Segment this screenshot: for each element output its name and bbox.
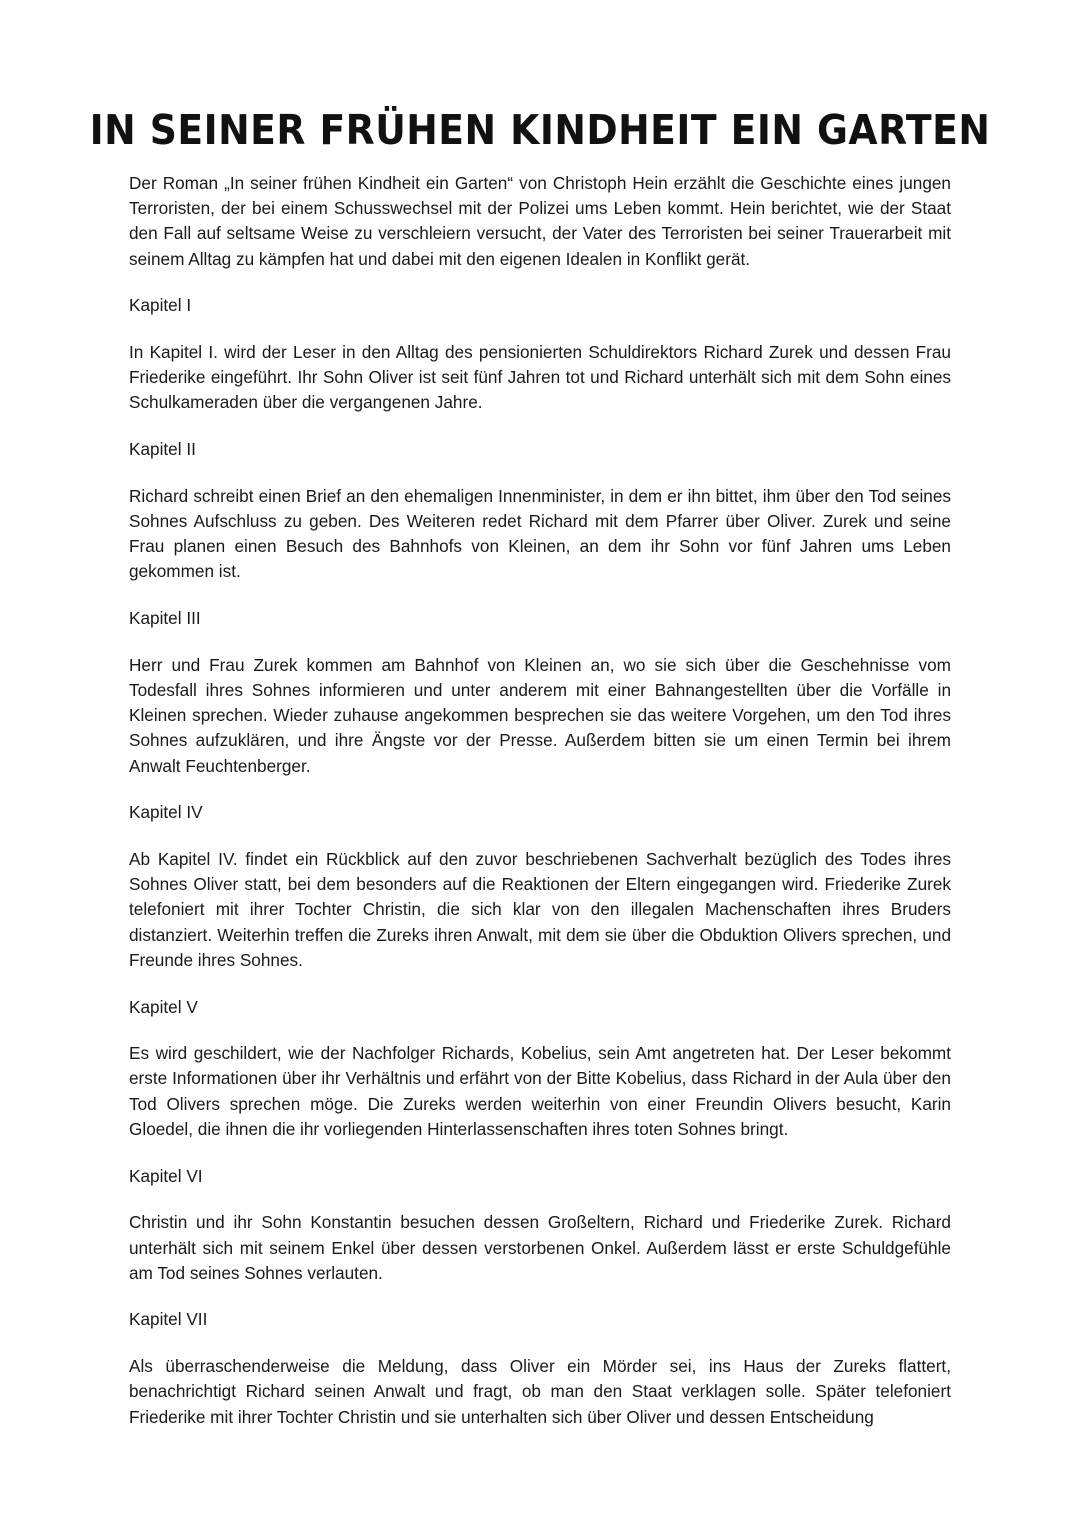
chapter-paragraph: Herr und Frau Zurek kommen am Bahnhof von Kleinen an, wo sie sich über die Geschehnisse vom Todesfall ihres Sohnes informieren und unter anderem mit einer Bahnangestellten über die Vorfälle in Kleinen sprechen. Wieder zuhause angekommen besprechen sie das weitere Vorgehen, um den Tod ihres Sohnes aufzuklären, und ihre Ängste vor der Presse. Außerdem bitten sie um einen Termin bei ihrem Anwalt Feuchtenberger. (129, 654, 951, 776)
chapter-paragraph: Ab Kapitel IV. findet ein Rückblick auf den zuvor beschriebenen Sachverhalt bezüglich des Todes ihres Sohnes Oliver statt, bei dem besonders auf die Reaktionen der Eltern eingegangen wird. Friederike Zurek telefoniert mit ihrer Tochter Christin, die sich klar von den illegalen Machenschaften ihres Bruders distanziert. Weiterhin treffen die Zureks ihren Anwalt, mit dem sie über die Obduktion Olivers sprechen, und Freunde ihres Sohnes. (129, 849, 951, 970)
document-body (129, 171, 951, 1451)
chapter-paragraph: Als überraschenderweise die Meldung, dass Oliver ein Mörder sei, ins Haus der Zureks flattert, benachrichtigt Richard seinen Anwalt und fragt, ob man den Staat verklagen solle. Später telefoniert Friederike mit ihrer Tochter Christin und sie unterhalten sich über Oliver und dessen Entscheidung (129, 1356, 951, 1427)
chapter-heading: Kapitel I (129, 295, 192, 316)
intro-paragraph: Der Roman „In seiner frühen Kindheit ein Garten“ von Christoph Hein erzählt die Geschichte eines jungen Terroristen, der bei einem Schusswechsel mit der Polizei ums Leben kommt. Hein berichtet, wie der Staat den Fall auf seltsame Weise zu verschleiern versucht, der Vater des Terroristen bei seiner Trauerarbeit mit seinem Alltag zu kämpfen hat und dabei mit den eigenen Idealen in Konflikt gerät. (129, 173, 951, 269)
chapter-heading: Kapitel VII (129, 1309, 208, 1330)
chapter-heading: Kapitel V (129, 996, 198, 1017)
chapter-paragraph: In Kapitel I. wird der Leser in den Alltag des pensionierten Schuldirektors Richard Zurek und dessen Frau Friederike eingeführt. Ihr Sohn Oliver ist seit fünf Jahren tot und Richard unterhält sich mit dem Sohn eines Schulkameraden über die vergangenen Jahre. (129, 342, 951, 413)
chapter-paragraph: Christin und ihr Sohn Konstantin besuchen dessen Großeltern, Richard und Friederike Zurek. Richard unterhält sich mit seinem Enkel über dessen verstorbenen Onkel. Außerdem lässt er erste Schuldgefühle am Tod seines Sohnes verlauten. (129, 1212, 951, 1283)
chapter-paragraph: Richard schreibt einen Brief an den ehemaligen Innenminister, in dem er ihn bittet, ihm über den Tod seines Sohnes Aufschluss zu geben. Des Weiteren redet Richard mit dem Pfarrer über Oliver. Zurek und seine Frau planen einen Besuch des Bahnhofs von Kleinen, an dem ihr Sohn vor fünf Jahren ums Leben gekommen ist. (129, 485, 951, 582)
chapter-heading: Kapitel IV (129, 802, 203, 823)
chapter-paragraph: Es wird geschildert, wie der Nachfolger Richards, Kobelius, sein Amt angetreten hat. Der Leser bekommt erste Informationen über ihr Verhältnis und erfährt von der Bitte Kobelius, dass Richard in der Aula über den Tod Olivers sprechen möge. Die Zureks werden weiterhin von einer Freundin Olivers besucht, Karin Gloedel, die ihnen die ihr vorliegenden Hinterlassenschaften ihres toten Sohnes bringt. (129, 1043, 951, 1139)
chapter-heading: Kapitel VI (129, 1165, 203, 1186)
chapter-heading: Kapitel II (129, 439, 196, 460)
chapter-heading: Kapitel III (129, 608, 201, 629)
document-title: IN SEINER FRÜHEN KINDHEIT EIN GARTEN (89, 106, 991, 154)
